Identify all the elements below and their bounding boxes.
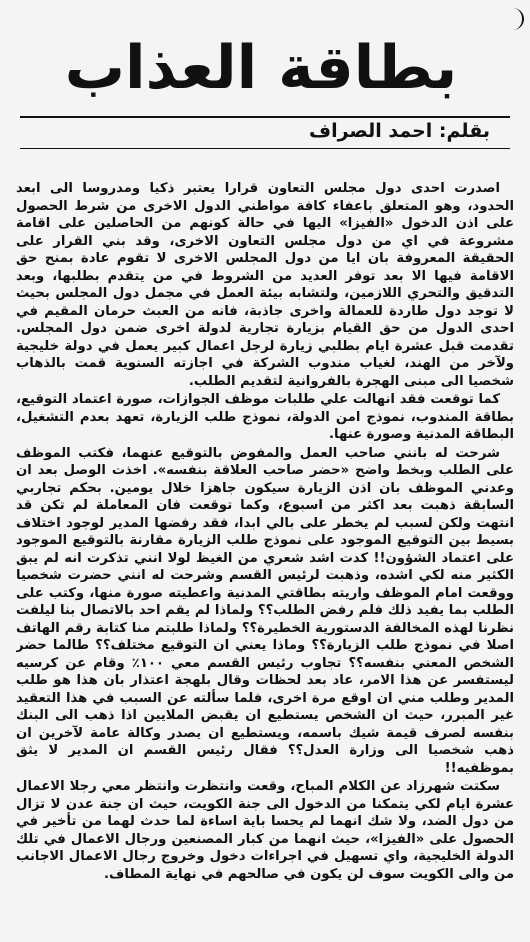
article-paragraph: اصدرت احدى دول مجلس التعاون قرارا يعتبر ذكيا ومدروسا الى ابعد الحدود، وهو المتعلق باعفاء كافة مواطني الدول الاخرى من شرط الحصول على اذن الدخول «الفيزا» اليها في حالة كونهم من الحاصلين على اقامة مشروعة في اي من دول مجلس التعاون الاخرى، وقد بني القرار على الحقيقة المعروفة بان ايا من دول المجلس الاخرى لا تقوم عادة بمنح حق الاقامة فيها الا بعد توفر العديد من الشروط في من يتقدم بطلبها، وبعد التدقيق والتحري اللازمين، ولتشابه بيئة العمل في مجمل دول المجلس بحيث لا توجد دول طاردة للعمالة واخرى جاذبة، فانه من العبث حرمان المقيم في احدى الدول من حق القيام بزيارة تجارية لدولة اخرى ضمن دول المجلس. تقدمت قبل عشرة ايام بطلبي زيارة لرجل اعمال كبير يعمل في دولة خليجية ولآخر من الهند، لغياب مندوب الشركة في اجازته السنوية قمت بالذهاب شخصيا الى مبنى الهجرة بالفروانية لتقديم الطلب. <box>16 181 514 389</box>
article-title: بطاقة العذاب <box>64 33 458 103</box>
page-corner-mark <box>508 8 524 30</box>
article-paragraph: شرحت له بانني صاحب العمل والمفوض بالتوقيع عنهما، فكتب الموظف على الطلب وبخط واضح «حضر صاحب العلاقة بنفسه». اخذت الوصل بعد ان وعدني الموظف بان اذن الزيارة سيكون جاهزا خلال يومين. بحكم تجاربي السابقة ذهبت بعد اكثر من اسبوع، وكما توقعت فان المعاملة لم تكن قد انتهت ولكن لسبب لم يخطر على بالي ابدا، فقد رفضها المدير لوجود اختلاف بسيط بين التوقيع الموجود على نموذج طلب الزيارة مقارنة بالتوقيع الموجود على اعتماد الشؤون!! كدت اشد شعري من الغيظ لولا انني تذكرت انه لم يبق الكثير منه لكي اشده، وذهبت لرئيس القسم وشرحت له انني حضرت شخصيا ووقعت امام الموظف واريته بطاقتي المدنية واعطيته صورة منها، وكتب على الطلب بما يفيد ذلك فلم رفض الطلب؟؟ ولماذا لم يقم احد بالاتصال بنا ليلفت نظرنا لهذه المخالفة الدستورية الخطيرة؟؟ ولماذا طلبتم منا كتابة رقم الهاتف اصلا في نموذج طلب الزيارة؟؟ وماذا يعني ان التوقيع مختلف؟؟ طالما حضر الشخص المعني بنفسه؟؟ تجاوب رئيس القسم معي ١٠٠٪ وقام عن كرسيه ليستفسر عن هذا الامر، عاد بعد لحظات وقال بلهجة اعتذار بان هذا هو طلب المدير وطلب مني ان اوقع مرة اخرى، فلما سألته عن السبب في هذا التعقيد غير المبرر، حيث ان الشخص يستطيع ان يقبض الملايين اذا ذهب الى البنك بنفسه لصرف قيمة شيك باسمه، ويستطيع ان يصدر وكالة عامة لآخرين ان ذهب شخصيا الى وزارة العدل؟؟ فقال رئيس القسم ان المدير لا يثق بموظفيه!! <box>16 445 514 776</box>
article-paragraph: كما توقعت فقد انهالت علي طلبات موظف الجوازات، صورة اعتماد التوقيع، بطاقة المندوب، نموذج امن الدولة، نموذج طلب الزيارة، تعهد بعدم التشغيل، البطاقة المدنية وصورة عنها. <box>16 392 514 442</box>
article-paragraph: سكتت شهرزاد عن الكلام المباح، وقعت وانتظرت وانتظر معي رجلا الاعمال عشرة ايام لكي يتمكنا من الدخول الى جنة الكويت، حيث ان جنة عدن لا تزال من دول الضد، ولا شك انهما لم يحسا باية اساءة لما حدث لهما من تأخير في الحصول على «الفيزا»، حيث انهما من كبار المصنعين ورجال الاعمال في تلك الدولة الخليجية، واي تسهيل في اجراءات دخول وخروج رجال الاعمال الاجانب من والى الكويت سوف لن يكون في صالحهم في نهاية المطاف. <box>16 779 514 882</box>
byline-divider <box>20 148 510 149</box>
article-body <box>16 180 514 935</box>
article-byline: بقلم: احمد الصراف <box>309 120 490 142</box>
